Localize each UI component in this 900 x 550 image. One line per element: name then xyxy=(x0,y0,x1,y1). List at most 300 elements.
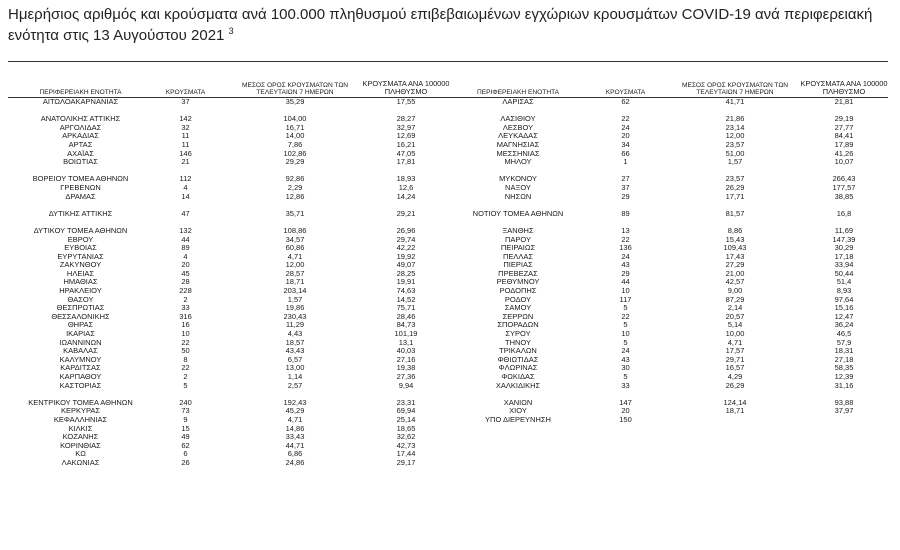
table-row xyxy=(8,399,888,408)
table-row xyxy=(8,321,888,330)
right-per100k-value: 12,39 xyxy=(834,372,854,381)
left-avg-7day-value: 12,00 xyxy=(285,260,305,270)
table-row xyxy=(8,373,888,382)
left-cases-value: 2 xyxy=(183,372,188,381)
left-region-name: ΗΡΑΚΛΕΙΟΥ xyxy=(59,286,102,296)
right-avg-7day-value: 23,14 xyxy=(725,122,745,132)
right-cases-value: 62 xyxy=(621,97,630,106)
right-cases-value: 150 xyxy=(619,414,632,424)
header-region-left: ΠΕΡΙΦΕΡΕΙΑΚΗ ΕΝΟΤΗΤΑ xyxy=(39,89,122,96)
right-per100k-value: 12,47 xyxy=(834,311,854,321)
right-region-name: ΠΕΛΛΑΣ xyxy=(502,251,534,261)
right-cases-value: 13 xyxy=(621,225,630,235)
right-per100k-value: 84,41 xyxy=(834,131,854,141)
right-cases-value: 22 xyxy=(621,114,630,124)
left-cases-value: 8 xyxy=(183,354,188,364)
right-region-name: ΞΑΝΘΗΣ xyxy=(502,225,534,235)
left-region-name: ΔΥΤΙΚΟΥ ΤΟΜΕΑ ΑΘΗΝΩΝ xyxy=(33,225,128,235)
left-cases-value: 14 xyxy=(181,191,190,201)
left-region-name: ΓΡΕΒΕΝΩΝ xyxy=(60,182,101,192)
left-cases-value: 22 xyxy=(181,363,190,373)
right-cases-value: 43 xyxy=(621,260,630,270)
table-row xyxy=(8,184,888,193)
right-per100k-value: 18,31 xyxy=(834,346,854,356)
right-region-name: ΠΙΕΡΙΑΣ xyxy=(503,260,533,270)
header-per100k-line1: ΚΡΟΥΣΜΑΤΑ ΑΝΑ 100000 xyxy=(800,79,888,88)
right-avg-7day-value: 17,57 xyxy=(725,346,745,356)
right-avg-7day-value: 12,00 xyxy=(725,131,745,141)
right-per100k-value: 38,85 xyxy=(834,191,854,201)
left-cases-value: 146 xyxy=(179,148,192,158)
left-per100k-value: 12,6 xyxy=(398,182,414,192)
right-region-name: ΧΙΟΥ xyxy=(509,406,527,416)
left-avg-7day-value: 2,57 xyxy=(287,380,303,390)
table-row xyxy=(8,98,888,107)
title-line-2: ενότητα στις 13 Αυγούστου 2021 xyxy=(8,27,225,44)
left-avg-7day-value: 16,71 xyxy=(285,122,305,132)
left-per100k-value: 19,92 xyxy=(396,251,416,261)
right-avg-7day-value xyxy=(680,416,790,425)
left-region-name: ΒΟΙΩΤΙΑΣ xyxy=(63,157,98,167)
table-row xyxy=(8,124,888,133)
right-per100k-value: 30,29 xyxy=(834,243,854,253)
left-region-name: ΔΥΤΙΚΗΣ ΑΤΤΙΚΗΣ xyxy=(48,208,113,218)
right-per100k-value: 37,97 xyxy=(834,406,854,416)
left-region-name: ΔΡΑΜΑΣ xyxy=(65,191,96,201)
right-avg-7day-value: 9,00 xyxy=(727,286,743,296)
right-per100k-value: 33,94 xyxy=(834,260,854,270)
left-region-name: ΚΕΦΑΛΛΗΝΙΑΣ xyxy=(53,414,108,424)
right-region-name: ΡΟΔΟΥ xyxy=(504,294,532,304)
table-row xyxy=(8,158,888,167)
left-per100k-value: 69,94 xyxy=(396,406,416,416)
left-cases-value: 316 xyxy=(179,311,192,321)
left-cases-value: 2 xyxy=(183,294,188,304)
right-avg-7day-value: 87,29 xyxy=(725,294,745,304)
right-region-name: ΠΡΕΒΕΖΑΣ xyxy=(498,268,538,278)
right-avg-7day-value: 23,57 xyxy=(725,174,745,184)
left-avg-7day-value: 28,57 xyxy=(285,268,305,278)
left-avg-7day-value: 192,43 xyxy=(283,397,307,407)
table-row xyxy=(8,296,888,305)
left-region-name: ΚΟΡΙΝΘΙΑΣ xyxy=(60,440,101,450)
right-cases-value: 136 xyxy=(619,243,632,253)
table-row xyxy=(8,287,888,296)
top-rule xyxy=(8,61,888,62)
left-per100k-value: 84,73 xyxy=(396,320,416,330)
left-cases-value: 11 xyxy=(181,131,190,141)
left-cases-value: 32 xyxy=(181,122,190,132)
left-cases-value: 6 xyxy=(183,449,188,459)
left-avg-7day-value: 29,29 xyxy=(285,157,305,167)
right-cases-value: 89 xyxy=(621,208,630,218)
left-per100k-value: 28,25 xyxy=(396,268,416,278)
left-per100k-value: 19,38 xyxy=(396,363,416,373)
right-region-name: ΝΑΞΟΥ xyxy=(505,182,531,192)
right-cases-value: 24 xyxy=(621,122,630,132)
left-per100k-value: 19,91 xyxy=(396,277,416,287)
left-region-name: ΕΥΒΟΙΑΣ xyxy=(64,243,97,253)
left-avg-7day-value: 2,29 xyxy=(287,182,303,192)
right-region-name: ΜΗΛΟΥ xyxy=(504,157,532,167)
right-per100k-value: 27,18 xyxy=(834,354,854,364)
left-cases-value: 45 xyxy=(181,268,190,278)
left-region-name: ΘΕΣΠΡΩΤΙΑΣ xyxy=(56,303,105,313)
right-per100k-value: 58,35 xyxy=(834,363,854,373)
right-region-name: ΡΟΔΟΠΗΣ xyxy=(499,286,537,296)
left-region-name: ΑΙΤΩΛΟΑΚΑΡΝΑΝΙΑΣ xyxy=(42,97,119,106)
table-row xyxy=(8,115,888,124)
right-region-name: ΦΛΩΡΙΝΑΣ xyxy=(498,363,538,373)
left-cases-value: 20 xyxy=(181,260,190,270)
right-cases-value: 30 xyxy=(621,363,630,373)
right-per100k-value: 17,89 xyxy=(834,139,854,149)
table-row xyxy=(8,339,888,348)
left-cases-value: 15 xyxy=(181,423,190,433)
left-per100k-value: 101,19 xyxy=(394,329,418,339)
right-cases-value: 5 xyxy=(623,320,628,330)
table-row xyxy=(8,227,888,236)
table-body xyxy=(8,98,888,468)
left-region-name: ΚΑΡΠΑΘΟΥ xyxy=(59,372,102,381)
table-row xyxy=(8,141,888,150)
right-per100k-value: 266,43 xyxy=(832,174,856,184)
left-avg-7day-value: 45,29 xyxy=(285,406,305,416)
left-region-name: ΑΡΚΑΔΙΑΣ xyxy=(62,131,99,141)
left-avg-7day-value: 13,00 xyxy=(285,363,305,373)
left-region-name: ΑΡΤΑΣ xyxy=(68,139,93,149)
left-avg-7day-value: 102,86 xyxy=(283,148,307,158)
left-cases-value: 37 xyxy=(181,97,190,106)
left-per100k-value: 16,21 xyxy=(396,139,416,149)
left-per100k-value: 27,16 xyxy=(396,354,416,364)
table-row xyxy=(8,433,888,442)
left-region-name: ΒΟΡΕΙΟΥ ΤΟΜΕΑ ΑΘΗΝΩΝ xyxy=(32,174,129,184)
right-per100k-value: 50,44 xyxy=(834,268,854,278)
right-region-name: ΦΩΚΙΔΑΣ xyxy=(501,372,535,381)
right-region-name: ΤΗΝΟΥ xyxy=(504,337,531,347)
right-region-name: ΠΑΡΟΥ xyxy=(504,234,531,244)
right-cases-value: 1 xyxy=(623,157,628,167)
left-avg-7day-value: 14,86 xyxy=(285,423,305,433)
title-footnote: 3 xyxy=(228,26,234,36)
left-avg-7day-value: 7,86 xyxy=(287,139,303,149)
right-cases-value: 33 xyxy=(621,380,630,390)
left-region-name: ΘΕΣΣΑΛΟΝΙΚΗΣ xyxy=(51,311,110,321)
table-row xyxy=(8,236,888,245)
left-cases-value: 33 xyxy=(181,303,190,313)
left-avg-7day-value: 60,86 xyxy=(285,243,305,253)
left-avg-7day-value: 108,86 xyxy=(283,225,307,235)
left-avg-7day-value: 104,00 xyxy=(283,114,307,124)
right-per100k-value: 57,9 xyxy=(836,337,852,347)
right-per100k-value: 97,64 xyxy=(834,294,854,304)
left-region-name: ΑΝΑΤΟΛΙΚΗΣ ΑΤΤΙΚΗΣ xyxy=(40,114,121,124)
left-per100k-value: 47,05 xyxy=(396,148,416,158)
right-avg-7day-value: 27,29 xyxy=(725,260,745,270)
left-cases-value: 89 xyxy=(181,243,190,253)
right-per100k-value: 11,69 xyxy=(834,225,854,235)
table-row xyxy=(8,347,888,356)
right-region-name: ΦΘΙΩΤΙΔΑΣ xyxy=(497,354,539,364)
right-region-name: ΛΕΣΒΟΥ xyxy=(502,122,534,132)
right-per100k-value: 41,26 xyxy=(834,148,854,158)
right-region-name: ΣΑΜΟΥ xyxy=(504,303,532,313)
left-cases-value: 228 xyxy=(179,286,192,296)
header-cases-left: ΚΡΟΥΣΜΑΤΑ xyxy=(165,89,206,96)
header-per100k-right xyxy=(798,80,890,96)
right-avg-7day-value: 18,71 xyxy=(725,406,745,416)
right-cases-value: 37 xyxy=(621,182,630,192)
table-row xyxy=(8,218,888,227)
left-cases-value: 5 xyxy=(183,380,188,390)
right-cases-value: 22 xyxy=(621,234,630,244)
page-title xyxy=(8,4,888,46)
header-avg-line1: ΜΕΣΟΣ ΟΡΟΣ ΚΡΟΥΣΜΑΤΩΝ ΤΩΝ xyxy=(681,82,789,89)
left-per100k-value: 29,21 xyxy=(396,208,416,218)
right-cases-value: 24 xyxy=(621,346,630,356)
right-avg-7day-value: 51,00 xyxy=(725,148,745,158)
left-per100k-value: 28,27 xyxy=(396,114,416,124)
right-region-name: ΛΑΡΙΣΑΣ xyxy=(502,97,534,106)
table-row xyxy=(8,382,888,391)
left-avg-7day-value: 12,86 xyxy=(285,191,305,201)
header-per100k-line2: ΠΛΗΘΥΣΜΟ xyxy=(384,87,428,96)
table-row xyxy=(8,390,888,399)
left-avg-7day-value: 14,00 xyxy=(285,131,305,141)
table-row xyxy=(8,253,888,262)
left-per100k-value: 12,69 xyxy=(396,131,416,141)
table-row xyxy=(8,459,888,468)
left-cases-value: 142 xyxy=(179,114,192,124)
table-row xyxy=(8,244,888,253)
right-avg-7day-value: 15,43 xyxy=(725,234,745,244)
table-row xyxy=(8,270,888,279)
table-row xyxy=(8,175,888,184)
left-region-name: ΚΩ xyxy=(75,449,86,459)
table-row xyxy=(8,416,888,425)
header-per100k-left xyxy=(360,80,452,96)
table-row xyxy=(8,107,888,116)
left-cases-value: 11 xyxy=(181,139,190,149)
right-cases-value: 34 xyxy=(621,139,630,149)
right-region-name: ΜΥΚΟΝΟΥ xyxy=(499,174,537,184)
right-per100k-value: 51,4 xyxy=(836,277,852,287)
right-region-name: ΝΗΣΩΝ xyxy=(504,191,532,201)
table-row xyxy=(8,210,888,219)
right-cases-value: 20 xyxy=(621,406,630,416)
left-region-name: ΕΥΡΥΤΑΝΙΑΣ xyxy=(57,251,104,261)
right-cases-value: 43 xyxy=(621,354,630,364)
right-region-name: ΣΥΡΟΥ xyxy=(505,329,531,339)
cases-table xyxy=(8,74,888,468)
left-per100k-value: 27,36 xyxy=(396,372,416,381)
left-avg-7day-value: 18,71 xyxy=(285,277,305,287)
right-avg-7day-value: 17,71 xyxy=(725,191,745,201)
left-region-name: ΗΜΑΘΙΑΣ xyxy=(63,277,98,287)
right-avg-7day-value: 42,57 xyxy=(725,277,745,287)
right-cases-value: 5 xyxy=(623,303,628,313)
right-cases-value: 5 xyxy=(623,372,628,381)
right-per100k-value: 15,16 xyxy=(834,303,854,313)
left-avg-7day-value: 24,86 xyxy=(285,457,305,467)
right-avg-7day-value: 8,86 xyxy=(727,225,743,235)
left-avg-7day-value: 35,71 xyxy=(285,208,305,218)
right-per100k-value xyxy=(798,416,890,425)
left-per100k-value: 32,97 xyxy=(396,122,416,132)
right-per100k-value: 8,93 xyxy=(836,286,852,296)
table-row xyxy=(8,278,888,287)
right-region-name: ΜΕΣΣΗΝΙΑΣ xyxy=(496,148,540,158)
right-avg-7day-value: 109,43 xyxy=(723,243,747,253)
table-row xyxy=(8,313,888,322)
right-avg-7day-value: 41,71 xyxy=(725,97,745,106)
left-cases-value: 26 xyxy=(181,457,190,467)
left-region-name: ΚΑΛΥΜΝΟΥ xyxy=(59,354,102,364)
left-avg-7day-value: 11,29 xyxy=(285,320,305,330)
table-row xyxy=(8,330,888,339)
right-avg-7day-value: 20,57 xyxy=(725,311,745,321)
left-avg-7day-value: 33,43 xyxy=(285,432,305,442)
right-region-name: ΥΠΟ ΔΙΕΡΕΥΝΗΣΗ xyxy=(485,414,551,424)
left-cases-value: 62 xyxy=(181,440,190,450)
left-region-name: ΙΚΑΡΙΑΣ xyxy=(66,329,95,339)
header-avg-right xyxy=(680,82,790,96)
right-region-name: ΡΕΘΥΜΝΟΥ xyxy=(496,277,540,287)
left-cases-value: 4 xyxy=(183,182,188,192)
right-per100k-value: 17,18 xyxy=(834,251,854,261)
left-avg-7day-value: 34,57 xyxy=(285,234,305,244)
right-cases-value: 10 xyxy=(621,329,630,339)
header-region-right: ΠΕΡΙΦΕΡΕΙΑΚΗ ΕΝΟΤΗΤΑ xyxy=(476,89,560,96)
left-region-name: ΘΑΣΟΥ xyxy=(67,294,94,304)
right-avg-7day-value: 26,29 xyxy=(725,380,745,390)
table-row xyxy=(8,356,888,365)
right-avg-7day-value: 26,29 xyxy=(725,182,745,192)
left-region-name: ΖΑΚΥΝΘΟΥ xyxy=(59,260,102,270)
right-avg-7day-value: 17,43 xyxy=(725,251,745,261)
left-avg-7day-value: 1,14 xyxy=(287,372,303,381)
right-cases-value: 147 xyxy=(619,397,632,407)
left-per100k-value: 29,74 xyxy=(396,234,416,244)
left-per100k-value: 32,62 xyxy=(396,432,416,442)
left-cases-value: 4 xyxy=(183,251,188,261)
left-avg-7day-value: 35,29 xyxy=(285,97,305,106)
right-region-name: ΛΑΣΙΘΙΟΥ xyxy=(500,114,536,124)
left-cases-value: 10 xyxy=(181,329,190,339)
right-per100k-value: 21,81 xyxy=(834,97,854,106)
table-row xyxy=(8,150,888,159)
table-row xyxy=(8,364,888,373)
left-per100k-value: 75,71 xyxy=(396,303,416,313)
table-row xyxy=(8,261,888,270)
right-avg-7day-value: 1,57 xyxy=(727,157,743,167)
table-header xyxy=(8,74,888,98)
table-row xyxy=(8,201,888,210)
right-cases-value: 117 xyxy=(619,294,632,304)
left-region-name: ΚΙΛΚΙΣ xyxy=(68,423,93,433)
left-region-name: ΕΒΡΟΥ xyxy=(67,234,94,244)
right-cases-value: 20 xyxy=(621,131,630,141)
right-avg-7day-value: 2,14 xyxy=(727,303,743,313)
left-per100k-value: 28,46 xyxy=(396,311,416,321)
table-row xyxy=(8,304,888,313)
left-cases-value: 9 xyxy=(183,414,188,424)
left-cases-value: 240 xyxy=(179,397,192,407)
left-avg-7day-value: 4,71 xyxy=(287,251,303,261)
left-cases-value: 44 xyxy=(181,234,190,244)
left-region-name: ΚΑΡΔΙΤΣΑΣ xyxy=(60,363,101,373)
right-cases-value: 27 xyxy=(621,174,630,184)
left-per100k-value: 17,44 xyxy=(396,449,416,459)
right-region-name: ΧΑΝΙΩΝ xyxy=(503,397,533,407)
right-avg-7day-value: 81,57 xyxy=(725,208,745,218)
table-row xyxy=(8,193,888,202)
left-cases-value: 112 xyxy=(179,174,192,184)
right-cases-value: 66 xyxy=(621,148,630,158)
left-avg-7day-value: 6,86 xyxy=(287,449,303,459)
left-per100k-value: 14,52 xyxy=(396,294,416,304)
left-per100k-value: 25,14 xyxy=(396,414,416,424)
left-avg-7day-value: 43,43 xyxy=(285,346,305,356)
left-avg-7day-value: 6,57 xyxy=(287,354,303,364)
left-region-name: ΙΩΑΝΝΙΝΩΝ xyxy=(59,337,102,347)
right-region-name: ΠΕΙΡΑΙΩΣ xyxy=(500,243,536,253)
left-avg-7day-value: 1,57 xyxy=(287,294,303,304)
left-region-name: ΗΛΕΙΑΣ xyxy=(66,268,95,278)
left-per100k-value: 74,63 xyxy=(396,286,416,296)
right-avg-7day-value: 23,57 xyxy=(725,139,745,149)
header-per100k-line2: ΠΛΗΘΥΣΜΟ xyxy=(822,87,866,96)
left-cases-value: 28 xyxy=(181,277,190,287)
right-cases-value: 44 xyxy=(621,277,630,287)
header-cases-right: ΚΡΟΥΣΜΑΤΑ xyxy=(605,89,646,96)
left-cases-value: 50 xyxy=(181,346,190,356)
left-avg-7day-value: 18,57 xyxy=(285,337,305,347)
left-avg-7day-value: 19,86 xyxy=(285,303,305,313)
table-row xyxy=(8,407,888,416)
header-avg-line1: ΜΕΣΟΣ ΟΡΟΣ ΚΡΟΥΣΜΑΤΩΝ ΤΩΝ xyxy=(241,82,349,89)
right-avg-7day-value: 16,57 xyxy=(725,363,745,373)
left-cases-value: 49 xyxy=(181,432,190,442)
left-region-name: ΘΗΡΑΣ xyxy=(67,320,94,330)
right-per100k-value: 147,39 xyxy=(832,234,856,244)
header-avg-line2: ΤΕΛΕΥΤΑΙΩΝ 7 ΗΜΕΡΩΝ xyxy=(256,89,334,96)
right-per100k-value: 36,24 xyxy=(834,320,854,330)
right-avg-7day-value: 21,86 xyxy=(725,114,745,124)
left-region-name: ΛΑΚΩΝΙΑΣ xyxy=(61,457,100,467)
right-cases-value: 29 xyxy=(621,191,630,201)
right-avg-7day-value: 124,14 xyxy=(723,397,747,407)
left-region-name: ΑΧΑΪΑΣ xyxy=(67,148,94,158)
right-per100k-value: 29,19 xyxy=(834,114,854,124)
right-cases-value: 29 xyxy=(621,268,630,278)
left-avg-7day-value: 4,43 xyxy=(287,329,303,339)
title-line-1: Ημερήσιος αριθμός και κρούσματα ανά 100.000 πληθυσμού επιβεβαιωμένων εγχώριων κρουσμάτων COVID-19 ανά περιφερειακή xyxy=(8,6,873,23)
table-row xyxy=(8,167,888,176)
right-region-name: ΣΠΟΡΑΔΩΝ xyxy=(497,320,539,330)
left-cases-value: 73 xyxy=(181,406,190,416)
table-row xyxy=(8,132,888,141)
left-avg-7day-value: 44,71 xyxy=(285,440,305,450)
right-per100k-value: 10,07 xyxy=(834,157,854,167)
left-per100k-value: 29,17 xyxy=(396,457,416,467)
left-region-name: ΚΕΝΤΡΙΚΟΥ ΤΟΜΕΑ ΑΘΗΝΩΝ xyxy=(28,397,133,407)
left-cases-value: 16 xyxy=(181,320,190,330)
right-cases-value: 10 xyxy=(621,286,630,296)
table-row xyxy=(8,450,888,459)
table-row xyxy=(8,442,888,451)
